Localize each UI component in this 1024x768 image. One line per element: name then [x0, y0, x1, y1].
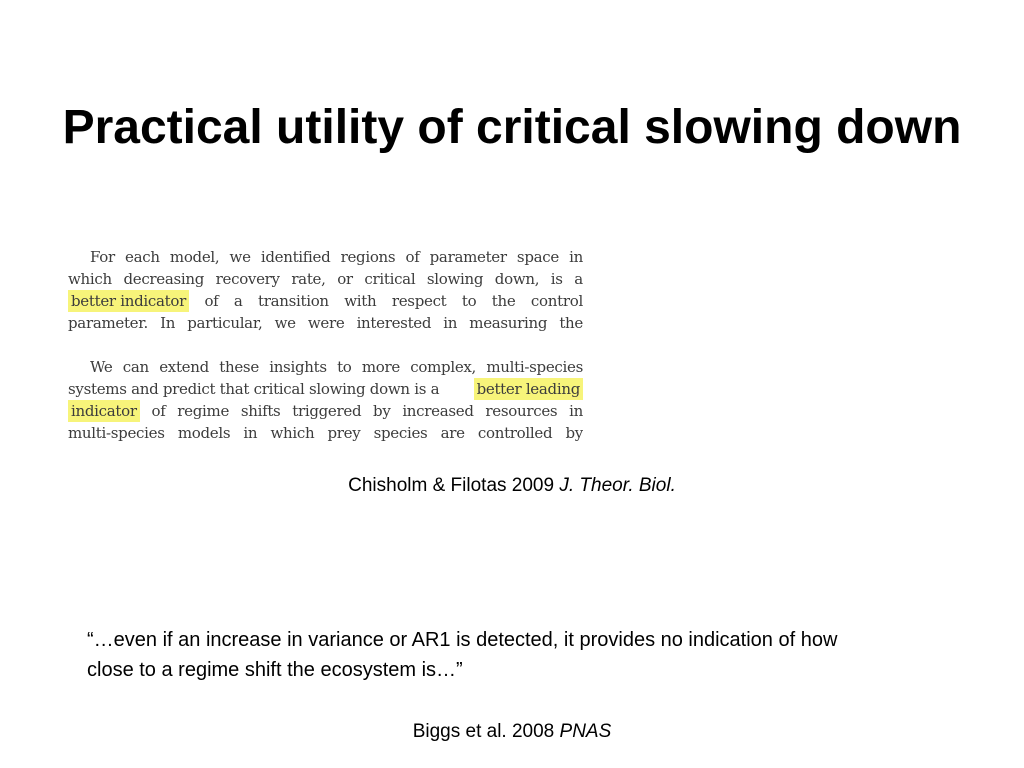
- excerpt-word: respect: [391, 292, 447, 310]
- excerpt-word: model,: [169, 248, 220, 266]
- excerpt-word: rate,: [291, 270, 326, 288]
- slide-title: Practical utility of critical slowing down: [62, 101, 962, 155]
- highlight-better-indicator: better indicator: [68, 290, 189, 312]
- excerpt-word: extend: [159, 358, 209, 376]
- excerpt-word: of: [204, 292, 219, 310]
- excerpt-word: slowing: [426, 270, 484, 288]
- excerpt-word: decreasing: [123, 270, 205, 288]
- excerpt-word: interested: [356, 314, 432, 332]
- excerpt-word: complex,: [410, 358, 477, 376]
- excerpt-line: [68, 378, 583, 400]
- excerpt-word: of: [405, 248, 420, 266]
- excerpt-word: in: [443, 314, 458, 332]
- excerpt-word: resources: [485, 402, 558, 420]
- excerpt-word: regime: [177, 402, 230, 420]
- excerpt-word: We: [90, 358, 113, 376]
- excerpt-word: which: [68, 270, 112, 288]
- excerpt-word: of: [151, 402, 166, 420]
- excerpt-paragraph-2: [68, 356, 583, 444]
- excerpt-word: to: [337, 358, 352, 376]
- excerpt-word: species: [373, 424, 428, 442]
- citation-journal: PNAS: [559, 721, 612, 742]
- excerpt-word: multi-species: [68, 424, 165, 442]
- excerpt-word: were: [307, 314, 345, 332]
- excerpt-word: are: [440, 424, 465, 442]
- excerpt-line: [68, 268, 583, 290]
- excerpt-word: triggered: [292, 402, 362, 420]
- excerpt-word: each: [125, 248, 160, 266]
- citation-journal: J. Theor. Biol.: [559, 475, 676, 496]
- excerpt-word: more: [361, 358, 400, 376]
- excerpt-word: parameter.: [68, 314, 148, 332]
- excerpt-word: to: [461, 292, 477, 310]
- excerpt-word: or: [337, 270, 353, 288]
- excerpt-word: down,: [494, 270, 540, 288]
- excerpt-word: by: [373, 402, 391, 420]
- citation-chisholm: [0, 474, 1024, 498]
- excerpt-word: control: [530, 292, 583, 310]
- excerpt-word: parameter: [429, 248, 507, 266]
- excerpt-word: recovery: [215, 270, 280, 288]
- excerpt-word: identified: [260, 248, 331, 266]
- excerpt-paragraph-1: [68, 246, 583, 334]
- excerpt-word: insights: [269, 358, 327, 376]
- excerpt-word: critical: [364, 270, 416, 288]
- biggs-quote: [87, 625, 987, 685]
- excerpt-word: particular,: [187, 314, 263, 332]
- excerpt-word: multi-species: [486, 358, 583, 376]
- highlight-indicator: indicator: [68, 400, 140, 422]
- excerpt-word: we: [274, 314, 296, 332]
- excerpt-word: transition: [257, 292, 329, 310]
- excerpt-word: controlled: [477, 424, 553, 442]
- excerpt-word: space: [516, 248, 559, 266]
- excerpt-word: For: [90, 248, 115, 266]
- citation-authors: Biggs et al. 2008: [412, 721, 560, 742]
- quote-line: close to a regime shift the ecosystem is…”: [87, 659, 463, 681]
- excerpt-word: can: [122, 358, 149, 376]
- highlight-better-leading: better leading: [474, 378, 583, 400]
- excerpt-word: models: [177, 424, 231, 442]
- citation-authors: Chisholm & Filotas 2009: [348, 475, 560, 496]
- excerpt-word: the: [559, 314, 583, 332]
- excerpt-word: in: [569, 402, 583, 420]
- excerpt-line: [68, 422, 583, 444]
- excerpt-word: which: [270, 424, 315, 442]
- excerpt-word: prey: [327, 424, 361, 442]
- excerpt-phrase: systems and predict that critical slowing down is a: [68, 380, 440, 398]
- citation-biggs: [0, 720, 1024, 744]
- excerpt-line: [68, 312, 583, 334]
- excerpt-word: shifts: [240, 402, 281, 420]
- excerpt-word: in: [243, 424, 258, 442]
- excerpt-word: increased: [402, 402, 474, 420]
- excerpt-line: [68, 246, 583, 268]
- excerpt-word: with: [344, 292, 377, 310]
- excerpt-word: we: [229, 248, 251, 266]
- paper-excerpt-image: [68, 246, 583, 444]
- excerpt-word: measuring: [469, 314, 548, 332]
- excerpt-word: these: [219, 358, 259, 376]
- excerpt-word: a: [574, 270, 583, 288]
- excerpt-word: In: [160, 314, 176, 332]
- excerpt-line: [68, 290, 583, 312]
- excerpt-line: [68, 356, 583, 378]
- excerpt-word: is: [550, 270, 563, 288]
- excerpt-word: by: [565, 424, 583, 442]
- excerpt-word: regions: [340, 248, 396, 266]
- excerpt-line: [68, 400, 583, 422]
- excerpt-word: a: [233, 292, 243, 310]
- quote-line: “…even if an increase in variance or AR1 is detected, it provides no indication of how: [87, 629, 838, 651]
- excerpt-word: in: [569, 248, 583, 266]
- excerpt-word: the: [491, 292, 516, 310]
